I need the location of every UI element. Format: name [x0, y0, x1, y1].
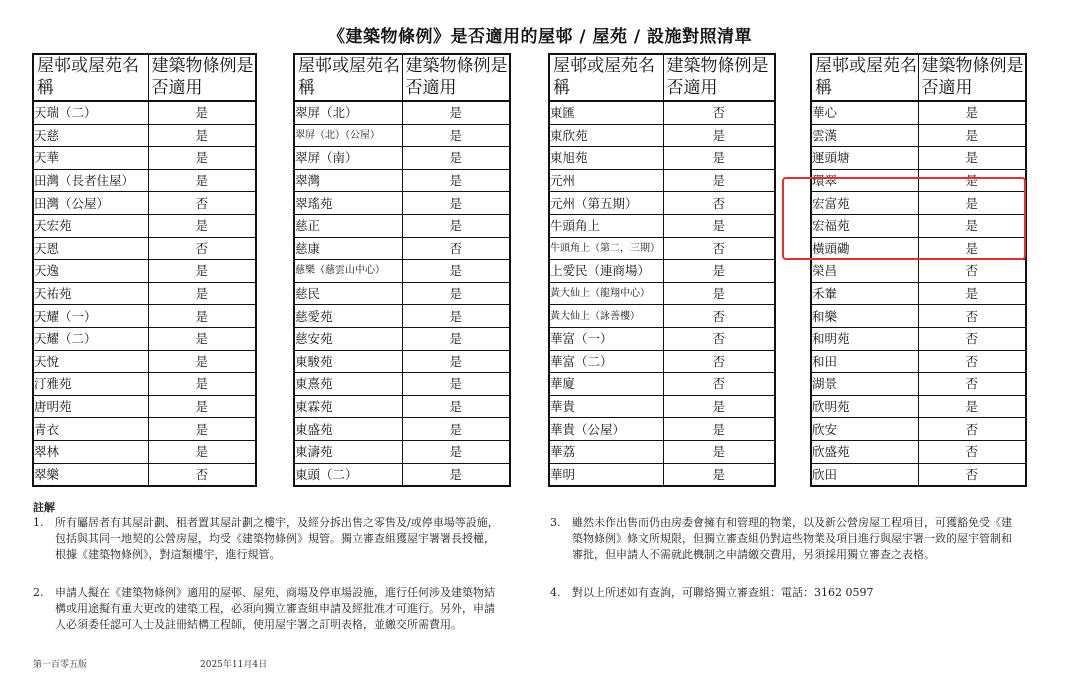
table-row	[294, 101, 510, 124]
applicable-value: 是	[402, 350, 510, 373]
estate-name: 欣明苑	[811, 395, 918, 418]
estate-name: 翠林	[33, 440, 148, 463]
table-row	[549, 418, 775, 441]
estate-name: 東熹苑	[294, 373, 402, 396]
table-row	[811, 282, 1026, 305]
applicable-value: 是	[148, 327, 256, 350]
table-row	[549, 440, 775, 463]
applicable-value: 是	[402, 395, 510, 418]
estate-name: 慈民	[294, 282, 402, 305]
table-row	[549, 305, 775, 328]
note-number: 3.	[550, 516, 561, 529]
table-row	[33, 440, 256, 463]
table-row	[811, 463, 1026, 486]
applicable-value: 是	[918, 282, 1026, 305]
applicable-value: 否	[918, 440, 1026, 463]
applicable-value: 是	[402, 214, 510, 237]
applicable-value: 否	[148, 192, 256, 215]
table-row	[549, 237, 775, 260]
table-row	[294, 440, 510, 463]
estate-table-2	[293, 53, 511, 487]
applicable-value: 是	[148, 305, 256, 328]
table-row	[811, 305, 1026, 328]
applicable-value: 是	[148, 124, 256, 147]
estate-name: 運頭塘	[811, 147, 918, 170]
table-row	[549, 192, 775, 215]
column-header-applicable: 建築物條例是否適用	[148, 54, 256, 101]
estate-name: 華廈	[549, 373, 663, 396]
applicable-value: 否	[918, 418, 1026, 441]
estate-name: 田灣（長者住屋）	[33, 169, 148, 192]
page-title: 《建築物條例》是否適用的屋邨 / 屋苑 / 設施對照清單	[327, 27, 753, 47]
table-row	[549, 214, 775, 237]
note-text: 所有屬居者有其屋計劃、租者置其屋計劃之樓宇，及經分拆出售之零售及/或停車場等設施，包括與其同一地契的公營房屋，均受《建築物條例》規管。獨立審查組獲屋宇署署長授權，根據《建築物條例》，對這類樓宇，進行規管。	[55, 516, 499, 561]
estate-name: 天耀（一）	[33, 305, 148, 328]
applicable-value: 否	[148, 463, 256, 486]
column-header-applicable: 建築物條例是否適用	[402, 54, 510, 101]
table-row	[33, 373, 256, 396]
applicable-value: 是	[663, 214, 775, 237]
table-row	[33, 463, 256, 486]
estate-name: 翠屏（北）（公屋）	[294, 124, 402, 147]
estate-name: 東欣苑	[549, 124, 663, 147]
estate-name: 華貴（公屋）	[549, 418, 663, 441]
table-row	[811, 350, 1026, 373]
estate-name: 慈愛苑	[294, 305, 402, 328]
estate-name: 天逸	[33, 260, 148, 283]
table-row	[33, 305, 256, 328]
applicable-value: 是	[918, 192, 1026, 215]
table-row	[294, 418, 510, 441]
estate-name: 橫頭磡	[811, 237, 918, 260]
applicable-value: 否	[918, 373, 1026, 396]
table-row	[811, 373, 1026, 396]
table-row	[33, 418, 256, 441]
estate-name: 宏富苑	[811, 192, 918, 215]
estate-name: 慈樂（慈雲山中心）	[294, 260, 402, 283]
table-row	[33, 327, 256, 350]
applicable-value: 是	[148, 418, 256, 441]
estate-name: 東旭苑	[549, 147, 663, 170]
applicable-value: 否	[918, 327, 1026, 350]
applicable-value: 否	[663, 373, 775, 396]
estate-name: 雲漢	[811, 124, 918, 147]
table-row	[294, 237, 510, 260]
estate-name: 天宏苑	[33, 214, 148, 237]
footer-edition: 第一百零五版	[33, 660, 88, 670]
applicable-value: 是	[402, 124, 510, 147]
note-text: 對以上所述如有查詢，可聯絡獨立審查組：電話：3162 0597	[572, 586, 874, 599]
applicable-value: 是	[663, 169, 775, 192]
table-row	[549, 101, 775, 124]
table-row	[33, 192, 256, 215]
notes-section	[33, 500, 55, 516]
estate-name: 田灣（公屋）	[33, 192, 148, 215]
applicable-value: 是	[402, 440, 510, 463]
estate-name: 慈安苑	[294, 327, 402, 350]
estate-name: 宏福苑	[811, 214, 918, 237]
applicable-value: 是	[148, 373, 256, 396]
applicable-value: 否	[663, 350, 775, 373]
table-row	[33, 147, 256, 170]
estate-name: 青衣	[33, 418, 148, 441]
table-row	[549, 327, 775, 350]
estate-name: 和明苑	[811, 327, 918, 350]
estate-name: 欣安	[811, 418, 918, 441]
applicable-value: 是	[918, 169, 1026, 192]
table-row	[811, 418, 1026, 441]
applicable-value: 否	[918, 260, 1026, 283]
applicable-value: 是	[402, 101, 510, 124]
estate-name: 天耀（二）	[33, 327, 148, 350]
estate-name: 翠樂	[33, 463, 148, 486]
applicable-value: 是	[402, 147, 510, 170]
column-header-applicable: 建築物條例是否適用	[663, 54, 775, 101]
applicable-value: 是	[663, 440, 775, 463]
table-row	[294, 327, 510, 350]
table-row	[294, 169, 510, 192]
applicable-value: 是	[402, 169, 510, 192]
applicable-value: 否	[663, 327, 775, 350]
estate-name: 上愛民（連商場）	[549, 260, 663, 283]
table-row	[549, 169, 775, 192]
column-header-name: 屋邨或屋苑名稱	[294, 54, 402, 101]
estate-name: 東駿苑	[294, 350, 402, 373]
table-row	[549, 282, 775, 305]
applicable-value: 是	[402, 305, 510, 328]
table-row	[294, 350, 510, 373]
estate-name: 唐明苑	[33, 395, 148, 418]
applicable-value: 是	[663, 418, 775, 441]
table-row	[294, 463, 510, 486]
estate-name: 環翠	[811, 169, 918, 192]
footer-date: 2025年11月4日	[200, 660, 268, 670]
applicable-value: 是	[663, 395, 775, 418]
highlight-box	[782, 177, 1026, 260]
estate-name: 元州	[549, 169, 663, 192]
notes-heading: 註解	[33, 501, 55, 514]
estate-name: 華心	[811, 101, 918, 124]
applicable-value: 是	[148, 169, 256, 192]
estate-name: 欣田	[811, 463, 918, 486]
table-row	[811, 327, 1026, 350]
estate-name: 翠灣	[294, 169, 402, 192]
column-header-name: 屋邨或屋苑名稱	[549, 54, 663, 101]
table-row	[294, 305, 510, 328]
applicable-value: 是	[918, 124, 1026, 147]
applicable-value: 否	[663, 237, 775, 260]
estate-table-3	[548, 53, 776, 487]
estate-name: 東盛苑	[294, 418, 402, 441]
estate-name: 天華	[33, 147, 148, 170]
column-header-name: 屋邨或屋苑名稱	[33, 54, 148, 101]
estate-name: 華荔	[549, 440, 663, 463]
applicable-value: 是	[663, 282, 775, 305]
applicable-value: 是	[148, 101, 256, 124]
estate-name: 華富（一）	[549, 327, 663, 350]
applicable-value: 否	[918, 305, 1026, 328]
applicable-value: 是	[148, 440, 256, 463]
table-row	[294, 395, 510, 418]
note-number: 2.	[33, 586, 44, 599]
estate-name: 和樂	[811, 305, 918, 328]
table-row	[294, 192, 510, 215]
applicable-value: 是	[402, 463, 510, 486]
note-text: 申請人擬在《建築物條例》適用的屋邨、屋苑、商場及停車場設施，進行任何涉及建築物結構或用途擬有重大更改的建築工程，必須向獨立審查組申請及經批准才可進行。另外，申請人必須委任認可人士及註冊結構工程師，使用屋宇署之訂明表格，並繳交所需費用。	[55, 586, 495, 631]
table-row	[549, 124, 775, 147]
estate-name: 華貴	[549, 395, 663, 418]
estate-table-1	[32, 53, 257, 487]
table-row	[811, 124, 1026, 147]
estate-name: 天瑞（二）	[33, 101, 148, 124]
table-row	[811, 395, 1026, 418]
estate-name: 禾輋	[811, 282, 918, 305]
applicable-value: 否	[918, 463, 1026, 486]
estate-name: 翠屏（北）	[294, 101, 402, 124]
applicable-value: 是	[918, 214, 1026, 237]
table-row	[549, 350, 775, 373]
table-row	[33, 101, 256, 124]
applicable-value: 否	[663, 192, 775, 215]
table-row	[549, 260, 775, 283]
applicable-value: 是	[402, 327, 510, 350]
applicable-value: 否	[663, 101, 775, 124]
table-row	[811, 101, 1026, 124]
applicable-value: 否	[402, 237, 510, 260]
table-row	[33, 260, 256, 283]
note-number: 4.	[550, 586, 561, 599]
applicable-value: 是	[663, 147, 775, 170]
estate-name: 汀雅苑	[33, 373, 148, 396]
applicable-value: 是	[402, 192, 510, 215]
table-row	[811, 260, 1026, 283]
table-row	[33, 350, 256, 373]
estate-name: 黃大仙上（龍翔中心）	[549, 282, 663, 305]
estate-name: 翠屏（南）	[294, 147, 402, 170]
estate-name: 華富（二）	[549, 350, 663, 373]
estate-name: 元州（第五期）	[549, 192, 663, 215]
estate-name: 天悅	[33, 350, 148, 373]
table-row	[33, 395, 256, 418]
applicable-value: 是	[663, 260, 775, 283]
table-row	[549, 463, 775, 486]
estate-name: 翠瑤苑	[294, 192, 402, 215]
table-row	[811, 147, 1026, 170]
table-row	[33, 214, 256, 237]
table-row	[811, 440, 1026, 463]
column-header-name: 屋邨或屋苑名稱	[811, 54, 918, 101]
table-row	[549, 395, 775, 418]
applicable-value: 是	[148, 214, 256, 237]
applicable-value: 是	[402, 418, 510, 441]
estate-name: 東霖苑	[294, 395, 402, 418]
table-row	[549, 373, 775, 396]
applicable-value: 是	[402, 373, 510, 396]
estate-name: 華明	[549, 463, 663, 486]
estate-name: 東頭（二）	[294, 463, 402, 486]
estate-table-4	[810, 53, 1027, 487]
estate-name: 欣盛苑	[811, 440, 918, 463]
applicable-value: 是	[663, 463, 775, 486]
table-row	[33, 282, 256, 305]
estate-name: 天慈	[33, 124, 148, 147]
estate-name: 天祐苑	[33, 282, 148, 305]
applicable-value: 否	[918, 350, 1026, 373]
estate-name: 湖景	[811, 373, 918, 396]
table-row	[294, 147, 510, 170]
estate-name: 東匯	[549, 101, 663, 124]
table-row	[294, 260, 510, 283]
applicable-value: 是	[148, 350, 256, 373]
note-text: 雖然未作出售而仍由房委會擁有和管理的物業，以及新公營房屋工程項目，可獲豁免受《建築物條例》條文所規限，但獨立審查組仍對這些物業及項目進行與屋宇署一致的屋宇管制和審批，但申請人不需就此機制之申請繳交費用，另須採用獨立審查之表格。	[572, 516, 1012, 561]
applicable-value: 是	[918, 237, 1026, 260]
estate-name: 榮昌	[811, 260, 918, 283]
table-row	[294, 373, 510, 396]
table-row	[33, 237, 256, 260]
table-row	[33, 124, 256, 147]
estate-name: 天恩	[33, 237, 148, 260]
applicable-value: 是	[148, 260, 256, 283]
table-row	[549, 147, 775, 170]
applicable-value: 是	[918, 101, 1026, 124]
estate-name: 慈正	[294, 214, 402, 237]
estate-name: 和田	[811, 350, 918, 373]
applicable-value: 是	[918, 395, 1026, 418]
estate-name: 黃大仙上（詠善樓）	[549, 305, 663, 328]
estate-name: 東濤苑	[294, 440, 402, 463]
applicable-value: 是	[148, 395, 256, 418]
applicable-value: 是	[402, 282, 510, 305]
applicable-value: 是	[918, 147, 1026, 170]
table-row	[294, 282, 510, 305]
table-row	[294, 214, 510, 237]
column-header-applicable: 建築物條例是否適用	[918, 54, 1026, 101]
applicable-value: 是	[663, 124, 775, 147]
applicable-value: 否	[148, 237, 256, 260]
applicable-value: 是	[148, 147, 256, 170]
table-row	[33, 169, 256, 192]
table-row	[294, 124, 510, 147]
estate-name: 牛頭角上（第二，三期）	[549, 237, 663, 260]
estate-name: 牛頭角上	[549, 214, 663, 237]
applicable-value: 否	[663, 305, 775, 328]
applicable-value: 是	[148, 282, 256, 305]
note-number: 1.	[33, 516, 44, 529]
applicable-value: 是	[402, 260, 510, 283]
estate-name: 慈康	[294, 237, 402, 260]
